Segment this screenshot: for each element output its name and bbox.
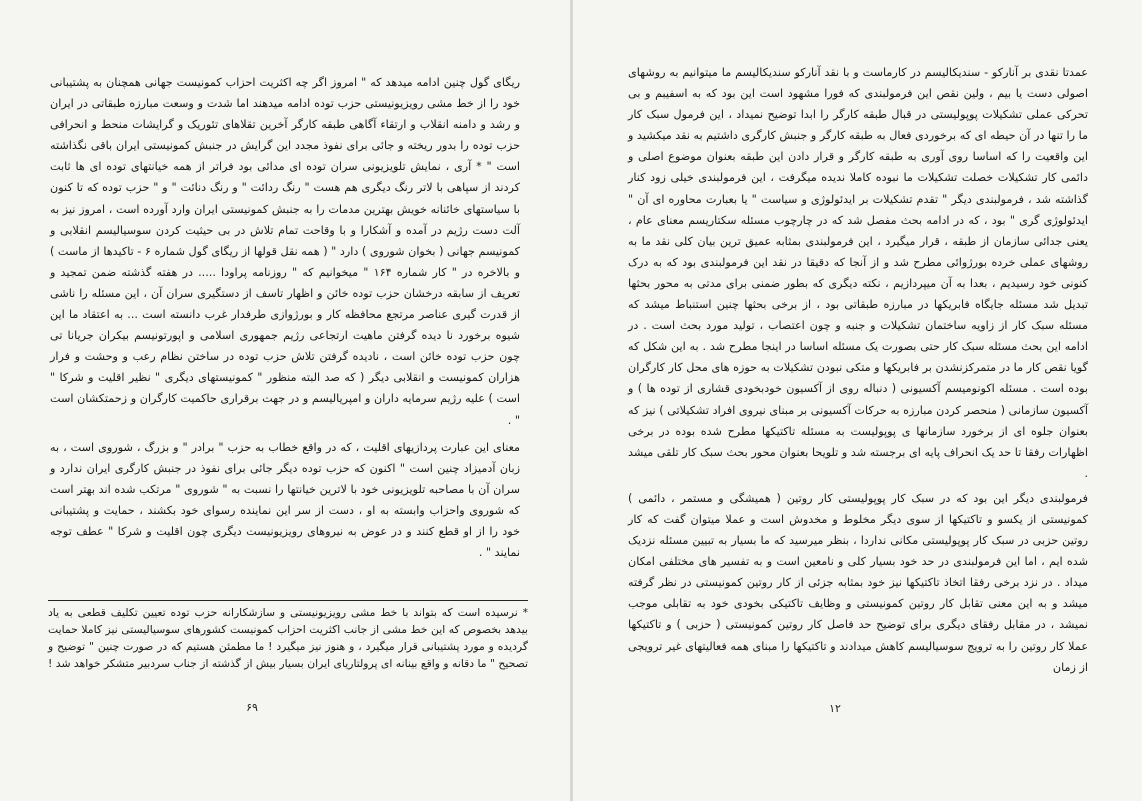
left-paragraph-1: ریگای گول چنین ادامه میدهد که " امروز اگر چه اکثریت احزاب کمونیست جهانی همچنان به پشتیبانی خود را از خط مشی رویزیونیستی حزب توده ادامه میدهند اما شدت و وسعت مبارزه طبقاتی در ایران و رشد و دامنه انقلاب و ارتقاء آگاهی طبقه کارگر آخرین تقلاهای تئوریک و گرایشات منحط و انحرافی حزب توده را بدور ریخته و جائی برای نفوذ مجدد این گرایش در جنبش کمونیستی ایران باقی نگذاشته است " * آری ، نمایش تلویزیونی سران توده ای مدائی بود فراتر از همه خیانتهای توده ای ها ثابت کردند از سپاهی با لاتر رنگ دیگری هم هست " رنگ ردائت " و رنگ دنائت " و " حزب توده که تا کنون با سیاستهای خائنانه خویش بهترین مدمات را به جنبش کمونیستی ایران وارد آورده است ، امروز نیز به آلت دست رژیم در آمده و آشکارا و با وقاحت تمام تلاش در بی حیثیت کردن سوسیالیسم انقلابی و کمونیسم جهانی ( بخوان شوروی ) دارد " ( همه نقل قولها از ریگای گول شماره ۶ - تاکیدها از ماست ) و بالاخره در " کار شماره ۱۶۴ " میخوانیم که " روزنامه پراودا ..... در هفته گذشته ضمن تمجید و تعریف از سابقه درخشان حزب توده خائن و اظهار تاسف از دستگیری سران آن ، این مسئله را ناشی از قدرت گیری عناصر مرتجع محافظه کار و بورژوازی طرفدار غرب دانسته است ... به اعتقاد ما این شیوه برخورد نا دیده گرفتن ماهیت ارتجاعی رژیم جمهوری اسلامی و اپورتونیسم بیکران جریانا تی چون حزب توده خائن است ، نادیده گرفتن تلاش حزب توده در ساختن نظام رعب و وحشت و فرار هزاران کمونیست و انقلابی دیگر ( که صد البته منظور " کمونیستهای دیگری " نظیر اقلیت و شرکا " است ) علیه رژیم سرمایه داران و امپریالیسم و در جهت برقراری حاکمیت کارگران و زحمتکشان است " . bbox=[50, 76, 520, 427]
right-page-body bbox=[628, 62, 1088, 678]
right-paragraph-2: فرمولبندی دیگر این بود که در سبک کار پوپولیستی کار روتین ( همیشگی و مستمر ، دائمی ) کمونیستی از یکسو و تاکتیکها از سوی دیگر مخلوط و مخدوش است و عملا میتوان گفت که کار روتین حزبی در سبک کار پوپولیستی مکانی نداردا ، بنظر میرسید که ما بسیار به تبیین مسئله نزدیک شده ایم ، اما این فرمولبندی در حد خود بسیار کلی و نامعین است و به تفسیر های مختلفی امکان میداد . در نزد برخی رفقا اتخاذ تاکتیکها نیز خود بمثابه جزئی از کار روتین کمونیستی در نظر گرفته میشد و به این معنی تقابل کار روتین کمونیستی و وظایف تاکتیکی بخودی خود به تقابلی موجب نمیشد ، در مقابل رفقای دیگری برای توضیح حد فاصل کار روتین کمونیستی ( حزبی ) و تاکتیکها عملا کار روتین را به ترویج سوسیالیسم کاهش میدادند و تاکتیکها را مبنای همه فعالیتهای غیر ترویجی از زمان bbox=[628, 491, 1088, 674]
left-paragraph-2: معنای این عبارت پردازیهای اقلیت ، که در واقع خطاب به حزب " برادر " و بزرگ ، شوروی است ، به زبان آدمیزاد چنین است " اکنون که حزب توده دیگر جائی برای نفوذ در جنبش کارگری ایران ندارد و سران آن با مصاحبه تلویزیونی خود با لاترین خیانتها را نسبت به " شوروی " مرتکب شده اند بهتر است که شوروی واحزاب وابسته به او ، دست از سر این نماینده رسوای خود بکشند ، حمایت و پشتیبانی خود را از او قطع کنند و در عوض به نیروهای رویزیونیست دیگری چون اقلیت و شرکا " عطف توجه نمایند " . bbox=[50, 440, 520, 560]
right-page bbox=[573, 0, 1142, 801]
footnote-text: * نرسیده است که بتواند با خط مشی رویزیونیستی و سازشکارانه حزب توده تعیین تکلیف قطعی به یاد بیدهد بخصوص که این خط مشی از جانب اکثریت احزاب کمونیست کشورهای سوسیالیستی نیز کاملا حمایت گردیده و مورد پشتیبانی قرار میگیرد ، و هنوز نیز میگیرد ! ما مطمئن هستیم که در صورت چنین " توضیح و تصحیح " ما دقانه و واقع بینانه ای پرولتاریای ایران بسیار بیش از گذشته از جناب سردبیر متشکر خواهد شد ! bbox=[48, 606, 528, 670]
right-paragraph-1: عمدتا نقدی بر آنارکو - سندیکالیسم در کارماست و با نقد آنارکو سندیکالیسم ما میتوانیم به روشهای اصولی دست یا بیم ، ولین نقص این فرمولبندی که فورا مشهود است این بود که به اسفیبم و بی تحرکی عملی تشکیلات پوپولیستی در قبال طبقه کارگر را ابدا توضیح نمیداد ، این فرمول سبک کار ما را تنها در آن حیطه ای که برخوردی فعال به طبقه کارگر و جنبش کارگری داشتیم به نقد میکشید و این واقعیت را که اساسا روی آوری به طبقه کارگر و قرار دادن این طبقه بعنوان موضوع اصلی و دائمی کار تشکیلات خصلت تشکیلات ما نبوده کاملا ندیده میگرفت ، این فرمولبندی خیلی زود کنار گذاشته شد ، فرمولبندی دیگر " تقدم تشکیلات بر ایدئولوژی و سیاست " یا بعبارت محاوره ای آن " ایدئولوژی گری " بود ، که در ادامه بحث مفصل شد که در چارچوب مسئله سکتاریسم معنای عام ، یعنی جدائی سازمان از طبقه ، قرار میگیرد ، این فرمولبندی بمثابه عمیق ترین بیان کلی نقد ما به روشهای عملی خرده بورژوائی مطرح شد و از آنجا که دقیقا در نقد این فرمولبندی بود که به درک کنونی خود رسیدیم ، بعدا به آن میپردازیم ، نکته دیگری که بطور ضمنی برای مدتی به محور بحثها تبدیل شد مسئله جایگاه فابریکها در مبارزه طبقاتی بود ، از برخی بحثها چنین استنباط میشد که مسئله سبک کار از زاویه ساختمان تشکیلات و جنبه و چون اعتصاب ، تولید مورد بحث است . در ادامه این بحث مسئله سبک کار حتی بصورت یک مسئله اساسا در اینجا مطرح شد . به این شکل که گویا نقص کار ما در متمرکزنشدن بر فابریکها و متکی نبودن تشکیلات به حوزه های محل کار کارگران بوده است . مسئله اکونومیسم آکسیونی ( دنباله روی از آکسیون خودبخودی قشاری از توده ها ) و آکسیون سازمانی ( منحصر کردن مبارزه به حرکات آکسیونی بر مبنای نیروی افراد تشکیلاتی ) نیز که بعنوان جلوه ای از برخورد سازمانها ی پوپولیست به مسئله تاکتیکها مطرح شده بوده در برخی اظهارات رفقا تا حد یک انحراف پایه ای برجسته شد و تلویحا بعنوان محور بحث سبک کار تلقی میشد . bbox=[628, 66, 1088, 480]
footnote-divider bbox=[48, 600, 528, 601]
left-page bbox=[0, 0, 570, 801]
left-page-body bbox=[50, 72, 520, 563]
left-footnote bbox=[48, 604, 528, 672]
right-page-number: ۱۲ bbox=[829, 702, 841, 715]
left-page-number: ۶۹ bbox=[246, 701, 258, 714]
